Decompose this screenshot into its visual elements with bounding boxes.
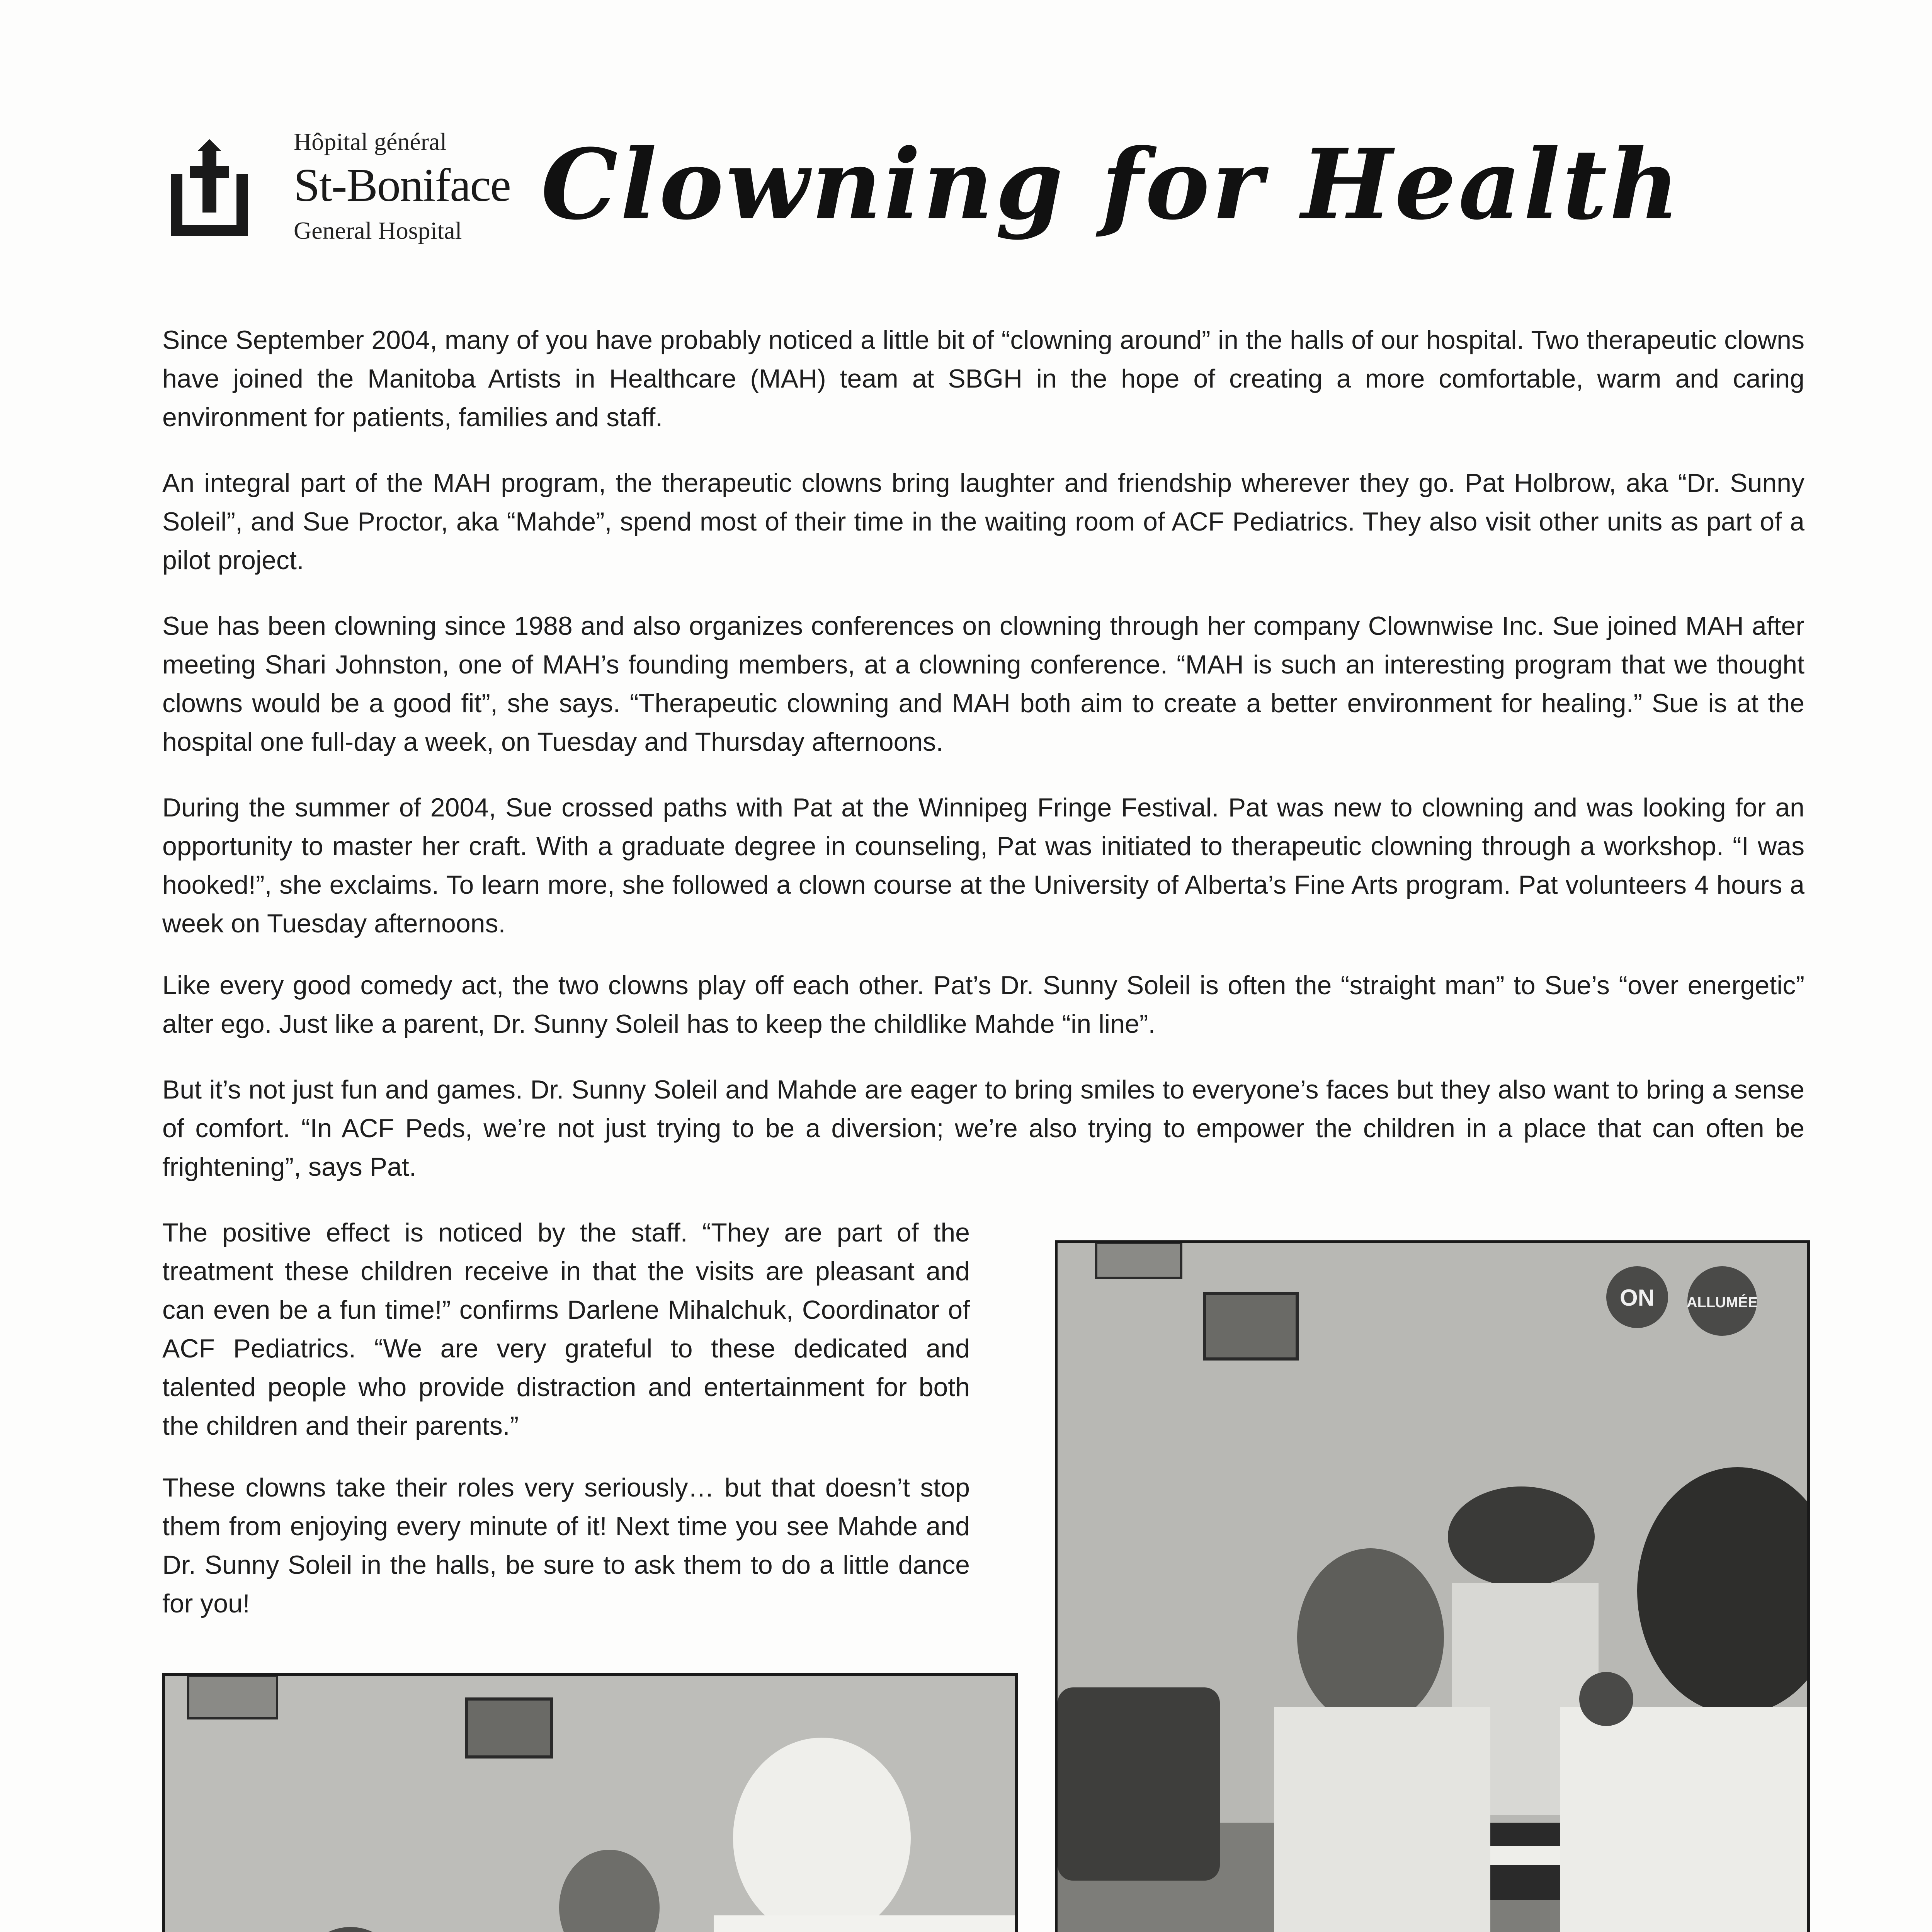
article-paragraph: These clowns take their roles very seriously… but that doesn’t stop them from enjoying every minute of it! Next time you see Mahde and Dr. Sunny Soleil in the halls, be sure to ask them to do a little dance for you! <box>162 1473 970 1618</box>
article-paragraph: Since September 2004, many of you have probably noticed a little bit of “clowning around” in the halls of our hospital. Two therapeutic clowns have joined the Manitoba Artists in Healthcare (MAH) team at SBGH in the hope of creating a more comfortable, warm and caring environment for patients, families and staff. <box>162 325 1804 432</box>
photo-child-with-clowns-wide <box>162 1673 1018 1932</box>
hospital-name-french: Hôpital général <box>294 128 447 155</box>
article-paragraph: Sue has been clowning since 1988 and also organizes conferences on clowning through her company Clownwise Inc. Sue joined MAH after meeting Shari Johnston, one of MAH’s founding members, at a clowning conference. “MAH is such an interesting program that we thought clowns would be a good fit”, she says. “Therapeutic clowning and MAH both aim to create a better environment for healing.” Sue is at the hospital one full-day a week, on Tuesday and Thursday afternoons. <box>162 611 1804 757</box>
hospital-logo-icon <box>167 139 252 240</box>
article-paragraph: An integral part of the MAH program, the therapeutic clowns bring laughter and friendship wherever they go. Pat Holbrow, aka “Dr. Sunny Soleil”, and Sue Proctor, aka “Mahde”, spend most of their time in the waiting room of ACF Pediatrics. They also visit other units as part of a pilot project. <box>162 468 1804 575</box>
photo-sign-on: ON <box>1620 1285 1655 1311</box>
photo-child-with-clowns-closeup <box>1055 1240 1810 1932</box>
article-paragraph: During the summer of 2004, Sue crossed paths with Pat at the Winnipeg Fringe Festival. Pat was new to clowning and was looking for an opportunity to master her craft. With a graduate degree in counseling, Pat was initiated to therapeutic clowning through a workshop. “I was hooked!”, she exclaims. To learn more, she followed a clown course at the University of Alberta’s Fine Arts program. Pat volunteers 4 hours a week on Tuesday afternoons. <box>162 793 1804 938</box>
hospital-name-english: General Hospital <box>294 217 462 244</box>
article-paragraph: But it’s not just fun and games. Dr. Sunny Soleil and Mahde are eager to bring smiles to everyone’s faces but they also want to bring a sense of comfort. “In ACF Peds, we’re not just trying to be a diversion; we’re also trying to empower the children in a place that can often be frightening”, says Pat. <box>162 1075 1804 1182</box>
article-paragraph: The positive effect is noticed by the staff. “They are part of the treatment these children receive in that the visits are pleasant and can even be a fun time!” confirms Darlene Mihalchuk, Coordinator of ACF Pediatrics. “We are very grateful to these dedicated and talented people who provide distraction and entertainment for both the children and their parents.” <box>162 1218 970 1440</box>
page-title: Clowning for Health <box>541 128 1682 241</box>
article-paragraph: Like every good comedy act, the two clowns play off each other. Pat’s Dr. Sunny Soleil is often the “straight man” to Sue’s “over energetic” alter ego. Just like a parent, Dr. Sunny Soleil has to keep the childlike Mahde “in line”. <box>162 971 1804 1039</box>
hospital-name: St-Boniface <box>294 159 510 211</box>
photo-sign-allumee: ALLUMÉE <box>1687 1294 1758 1311</box>
